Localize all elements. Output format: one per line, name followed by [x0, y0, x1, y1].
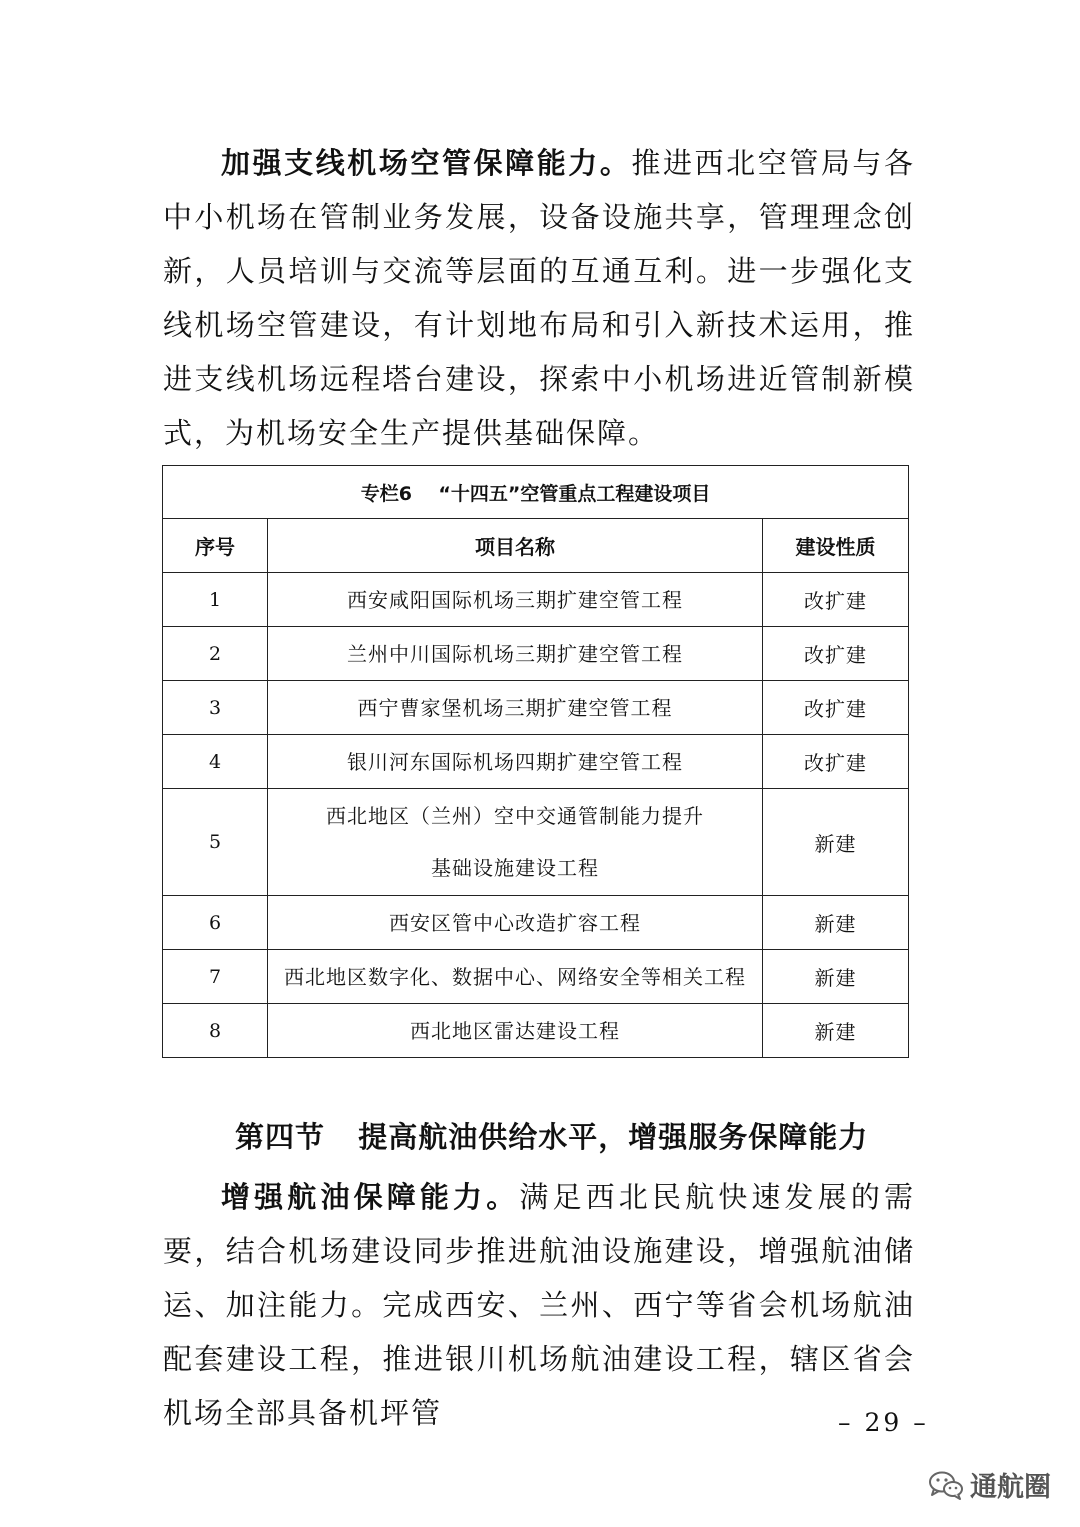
wechat-icon: [928, 1470, 964, 1500]
row-number: 7: [163, 950, 268, 1004]
construction-type: 新建: [763, 950, 909, 1004]
project-name-line: 西北地区（兰州）空中交通管制能力提升: [326, 804, 704, 828]
project-name: [268, 735, 763, 789]
row-number: 3: [163, 681, 268, 735]
project-name-line: 兰州中川国际机场三期扩建空管工程: [347, 641, 683, 666]
atc-projects-table: [162, 465, 909, 1058]
row-number: 1: [163, 573, 268, 627]
construction-type: 改扩建: [763, 681, 909, 735]
paragraph-lead: 加强支线机场空管保障能力。: [221, 146, 632, 180]
table-row: [163, 735, 909, 789]
row-number: 8: [163, 1004, 268, 1058]
row-number: 6: [163, 896, 268, 950]
column-header-type: 建设性质: [763, 519, 909, 573]
project-name-line: 银川河东国际机场四期扩建空管工程: [347, 749, 683, 774]
construction-type: 改扩建: [763, 627, 909, 681]
paragraph-airport-atc: [163, 136, 915, 460]
table-row: [163, 950, 909, 1004]
paragraph-body: 推进西北空管局与各中小机场在管制业务发展，设备设施共享，管理理念创新，人员培训与交流等层面的互通互利。进一步强化支线机场空管建设，有计划地布局和引入新技术运用，推进支线机场远程塔台建设，探索中小机场进近管制新模式，为机场安全生产提供基础保障。: [163, 146, 915, 450]
project-name-line: 西北地区数字化、数据中心、网络安全等相关工程: [284, 964, 746, 989]
table-row: [163, 681, 909, 735]
table-caption: 专栏6 “十四五”空管重点工程建设项目: [163, 466, 909, 519]
section-heading: 第四节 提高航油供给水平，增强服务保障能力: [235, 1120, 869, 1154]
project-name: [268, 573, 763, 627]
construction-type: 新建: [763, 789, 909, 896]
project-name-line: 基础设施建设工程: [431, 856, 599, 880]
table-row: [163, 627, 909, 681]
project-name: [268, 789, 763, 896]
paragraph-lead: 增强航油保障能力。: [221, 1180, 520, 1214]
construction-type: 新建: [763, 1004, 909, 1058]
page-number: – 29 –: [838, 1408, 929, 1437]
row-number: 4: [163, 735, 268, 789]
project-name-line: 西安区管中心改造扩容工程: [389, 910, 641, 935]
construction-type: 改扩建: [763, 573, 909, 627]
watermark-text: 通航圈: [970, 1472, 1051, 1503]
row-number: 2: [163, 627, 268, 681]
project-name: [268, 950, 763, 1004]
project-name-line: 西安咸阳国际机场三期扩建空管工程: [347, 587, 683, 612]
column-header-name: 项目名称: [268, 519, 763, 573]
project-name-line: 西北地区雷达建设工程: [410, 1018, 620, 1043]
column-header-number: 序号: [163, 519, 268, 573]
project-name-line: 西宁曹家堡机场三期扩建空管工程: [357, 695, 673, 720]
paragraph-aviation-fuel: [163, 1170, 915, 1440]
watermark: [928, 1465, 1051, 1504]
table-row: [163, 789, 909, 896]
project-name: [268, 1004, 763, 1058]
project-name: [268, 681, 763, 735]
row-number: 5: [163, 789, 268, 896]
construction-type: 改扩建: [763, 735, 909, 789]
project-name: [268, 627, 763, 681]
table-row: [163, 573, 909, 627]
project-name: [268, 896, 763, 950]
construction-type: 新建: [763, 896, 909, 950]
table-row: [163, 1004, 909, 1058]
table-row: [163, 896, 909, 950]
paragraph-body: 满足西北民航快速发展的需要，结合机场建设同步推进航油设施建设，增强航油储运、加注能力。完成西安、兰州、西宁等省会机场航油配套建设工程，推进银川机场航油建设工程，辖区省会机场全部具备机坪管: [163, 1180, 915, 1430]
